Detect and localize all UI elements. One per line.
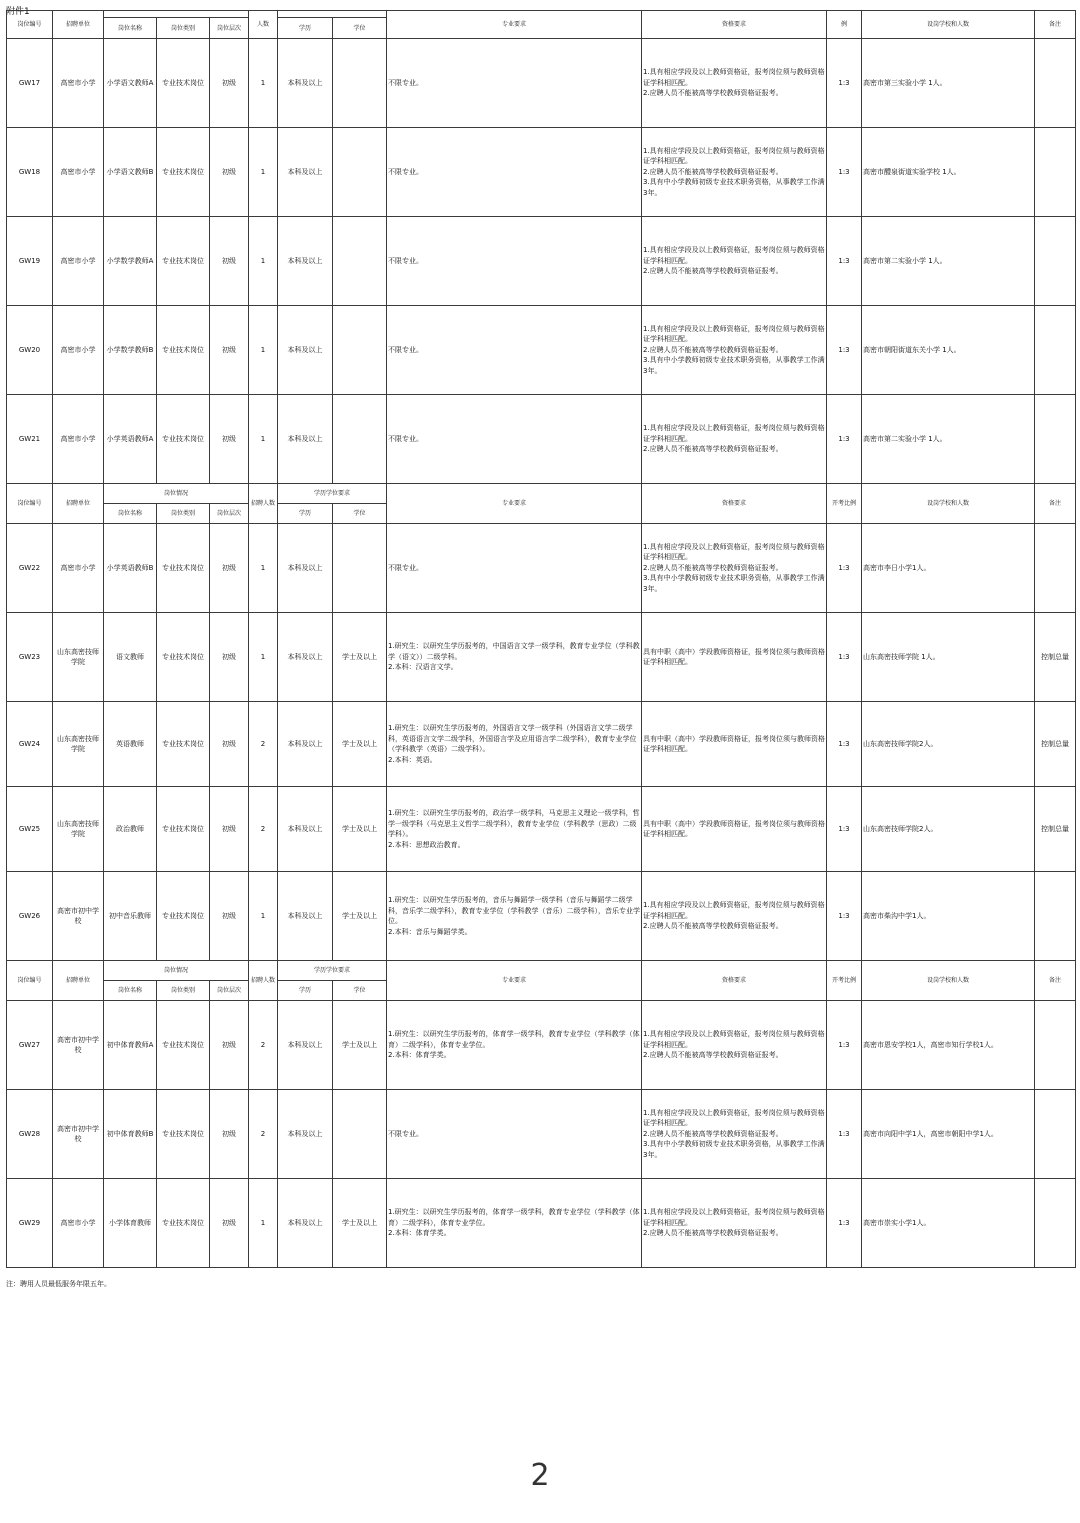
- cell-remark: [1035, 395, 1076, 484]
- header-post-level: 岗位层次: [210, 504, 249, 524]
- cell-unit: 山东高密技师学院: [53, 702, 104, 787]
- header-remark: 备注: [1035, 484, 1076, 524]
- header-remark: 备注: [1035, 11, 1076, 39]
- cell-post-type: 专业技术岗位: [157, 613, 210, 702]
- footnote: 注：聘用人员最低服务年限五年。: [6, 1280, 111, 1288]
- cell-qualification: 具有中职（高中）学段教师资格证，报考岗位须与教师资格证学科相匹配。: [642, 787, 827, 872]
- cell-education: 本科及以上: [278, 1179, 333, 1268]
- cell-post-name: 政治教师: [104, 787, 157, 872]
- header-degree: 学位: [333, 504, 387, 524]
- cell-post-id: GW22: [7, 524, 53, 613]
- cell-count: 2: [249, 787, 278, 872]
- cell-remark: [1035, 217, 1076, 306]
- cell-remark: [1035, 1001, 1076, 1090]
- cell-education: 本科及以上: [278, 39, 333, 128]
- header-major: 专业要求: [387, 11, 642, 39]
- cell-ratio: 1:3: [827, 128, 862, 217]
- cell-major: 不限专业。: [387, 395, 642, 484]
- cell-degree: [333, 39, 387, 128]
- cell-degree: 学士及以上: [333, 787, 387, 872]
- header-post-name: 岗位名称: [104, 18, 157, 39]
- cell-unit: 山东高密技师学院: [53, 613, 104, 702]
- cell-degree: 学士及以上: [333, 613, 387, 702]
- cell-degree: [333, 306, 387, 395]
- header-row: [7, 484, 1076, 504]
- header-qual: 资格要求: [642, 961, 827, 1001]
- cell-count: 1: [249, 128, 278, 217]
- cell-post-level: 初级: [210, 306, 249, 395]
- header-edu: 学历: [278, 18, 333, 39]
- cell-degree: [333, 217, 387, 306]
- header-post-type: 岗位类别: [157, 504, 210, 524]
- cell-ratio: 1:3: [827, 613, 862, 702]
- cell-post-level: 初级: [210, 39, 249, 128]
- header-school: 设岗学校和人数: [862, 961, 1035, 1001]
- header-post-name: 岗位名称: [104, 504, 157, 524]
- header-qual: 资格要求: [642, 11, 827, 39]
- cell-school: 山东高密技师学院2人。: [862, 787, 1035, 872]
- cell-unit: 高密市小学: [53, 39, 104, 128]
- cell-remark: 控制总量: [1035, 702, 1076, 787]
- header-unit: 招聘单位: [53, 961, 104, 1001]
- cell-post-name: 小学语文教师A: [104, 39, 157, 128]
- header-count: 招聘人数: [249, 961, 278, 1001]
- header-count: 招聘人数: [249, 484, 278, 524]
- header-major: 专业要求: [387, 961, 642, 1001]
- cell-post-name: 小学语文教师B: [104, 128, 157, 217]
- cell-remark: 控制总量: [1035, 613, 1076, 702]
- cell-qualification: 1.具有相应学段及以上教师资格证，报考岗位须与教师资格证学科相匹配。 2.应聘人员不能被高等学校教师资格证报考。: [642, 395, 827, 484]
- cell-education: 本科及以上: [278, 787, 333, 872]
- table-row: [7, 702, 1076, 787]
- cell-ratio: 1:3: [827, 787, 862, 872]
- cell-degree: 学士及以上: [333, 872, 387, 961]
- cell-major: 不限专业。: [387, 1090, 642, 1179]
- cell-school: 高密市醴泉街道实验学校 1人。: [862, 128, 1035, 217]
- cell-count: 2: [249, 1001, 278, 1090]
- cell-education: 本科及以上: [278, 128, 333, 217]
- cell-school: 高密市第二实验小学 1人。: [862, 395, 1035, 484]
- table-row: [7, 872, 1076, 961]
- cell-post-id: GW26: [7, 872, 53, 961]
- cell-degree: 学士及以上: [333, 1001, 387, 1090]
- cell-post-id: GW29: [7, 1179, 53, 1268]
- cell-unit: 高密市小学: [53, 524, 104, 613]
- cell-post-type: 专业技术岗位: [157, 702, 210, 787]
- table-row: [7, 1001, 1076, 1090]
- cell-education: 本科及以上: [278, 306, 333, 395]
- header-edu: 学历: [278, 504, 333, 524]
- cell-unit: 高密市小学: [53, 217, 104, 306]
- cell-post-level: 初级: [210, 524, 249, 613]
- cell-ratio: 1:3: [827, 1179, 862, 1268]
- table-row: [7, 306, 1076, 395]
- cell-post-level: 初级: [210, 217, 249, 306]
- cell-post-name: 英语教师: [104, 702, 157, 787]
- header-ratio: 开考比例: [827, 484, 862, 524]
- header-row-top: [7, 11, 1076, 18]
- cell-ratio: 1:3: [827, 217, 862, 306]
- cell-school: 高密市崇实小学1人。: [862, 1179, 1035, 1268]
- table-row: [7, 39, 1076, 128]
- cell-post-id: GW17: [7, 39, 53, 128]
- cell-count: 1: [249, 1179, 278, 1268]
- cell-count: 2: [249, 702, 278, 787]
- cell-major: 不限专业。: [387, 39, 642, 128]
- cell-major: 1.研究生：以研究生学历报考的，体育学一级学科，教育专业学位（学科教学（体育）二级学科），体育专业学位。 2.本科：体育学类。: [387, 1001, 642, 1090]
- cell-school: 高密市第二实验小学 1人。: [862, 217, 1035, 306]
- cell-school: 高密市柴沟中学1人。: [862, 872, 1035, 961]
- cell-qualification: 1.具有相应学段及以上教师资格证，报考岗位须与教师资格证学科相匹配。 2.应聘人员不能被高等学校教师资格证报考。: [642, 872, 827, 961]
- cell-unit: 高密市小学: [53, 128, 104, 217]
- cell-education: 本科及以上: [278, 1001, 333, 1090]
- cell-post-level: 初级: [210, 395, 249, 484]
- cell-school: 山东高密技师学院 1人。: [862, 613, 1035, 702]
- cell-school: 高密市朝阳街道东关小学 1人。: [862, 306, 1035, 395]
- header-row: [7, 961, 1076, 981]
- header-group-edu: 学历学位要求: [278, 484, 387, 504]
- cell-ratio: 1:3: [827, 395, 862, 484]
- header-ratio: 开考比例: [827, 961, 862, 1001]
- cell-degree: [333, 524, 387, 613]
- cell-post-type: 专业技术岗位: [157, 872, 210, 961]
- cell-qualification: 1.具有相应学段及以上教师资格证，报考岗位须与教师资格证学科相匹配。 2.应聘人员不能被高等学校教师资格证报考。 3.具有中小学教师初级专业技术职务资格，从事教学工作满3年。: [642, 524, 827, 613]
- table-row: [7, 128, 1076, 217]
- cell-major: 1.研究生：以研究生学历报考的，外国语言文学一级学科（外国语言文学二级学科，英语语言文学二级学科，外国语言学及应用语言学二级学科），教育专业学位（学科教学（英语）二级学科）。 2.本科：英语。: [387, 702, 642, 787]
- cell-post-type: 专业技术岗位: [157, 306, 210, 395]
- cell-remark: [1035, 872, 1076, 961]
- header-group-edu: [278, 11, 387, 18]
- header-group-edu: 学历学位要求: [278, 961, 387, 981]
- cell-count: 1: [249, 613, 278, 702]
- cell-post-name: 小学数学教师A: [104, 217, 157, 306]
- cell-school: 高密市李日小学1人。: [862, 524, 1035, 613]
- cell-post-name: 初中音乐教师: [104, 872, 157, 961]
- cell-post-name: 初中体育教师B: [104, 1090, 157, 1179]
- cell-degree: [333, 128, 387, 217]
- cell-post-type: 专业技术岗位: [157, 787, 210, 872]
- cell-post-type: 专业技术岗位: [157, 1179, 210, 1268]
- cell-count: 1: [249, 217, 278, 306]
- header-school: 设岗学校和人数: [862, 11, 1035, 39]
- cell-unit: 高密市初中学校: [53, 872, 104, 961]
- header-count: 人数: [249, 11, 278, 39]
- cell-post-level: 初级: [210, 1001, 249, 1090]
- header-ratio: 例: [827, 11, 862, 39]
- cell-post-type: 专业技术岗位: [157, 395, 210, 484]
- cell-count: 1: [249, 306, 278, 395]
- cell-major: 不限专业。: [387, 128, 642, 217]
- cell-degree: 学士及以上: [333, 702, 387, 787]
- cell-post-id: GW21: [7, 395, 53, 484]
- cell-education: 本科及以上: [278, 1090, 333, 1179]
- cell-major: 1.研究生：以研究生学历报考的，政治学一级学科，马克思主义理论一级学科，哲学一级学科（马克思主义哲学二级学科），教育专业学位（学科教学（思政）二级学科）。 2.本科：思想政治教育。: [387, 787, 642, 872]
- header-group-post: 岗位情况: [104, 484, 249, 504]
- annex-label: 附件1: [6, 7, 30, 17]
- cell-qualification: 具有中职（高中）学段教师资格证，报考岗位须与教师资格证学科相匹配。: [642, 613, 827, 702]
- cell-education: 本科及以上: [278, 395, 333, 484]
- cell-school: 高密市第三实验小学 1人。: [862, 39, 1035, 128]
- cell-education: 本科及以上: [278, 217, 333, 306]
- cell-post-level: 初级: [210, 787, 249, 872]
- cell-ratio: 1:3: [827, 39, 862, 128]
- header-post-level: 岗位层次: [210, 18, 249, 39]
- cell-remark: [1035, 306, 1076, 395]
- cell-ratio: 1:3: [827, 702, 862, 787]
- header-degree: 学位: [333, 18, 387, 39]
- table-row: [7, 395, 1076, 484]
- cell-ratio: 1:3: [827, 524, 862, 613]
- cell-count: 1: [249, 872, 278, 961]
- cell-remark: [1035, 1179, 1076, 1268]
- cell-unit: 高密市小学: [53, 1179, 104, 1268]
- cell-education: 本科及以上: [278, 702, 333, 787]
- cell-degree: [333, 395, 387, 484]
- cell-major: 不限专业。: [387, 306, 642, 395]
- cell-post-id: GW20: [7, 306, 53, 395]
- table-row: [7, 787, 1076, 872]
- cell-major: 1.研究生：以研究生学历报考的，中国语言文学一级学科，教育专业学位（学科教学（语文））二级学科。 2.本科：汉语言文学。: [387, 613, 642, 702]
- cell-post-name: 小学体育教师: [104, 1179, 157, 1268]
- cell-qualification: 1.具有相应学段及以上教师资格证，报考岗位须与教师资格证学科相匹配。 2.应聘人员不能被高等学校教师资格证报考。 3.具有中小学教师初级专业技术职务资格，从事教学工作满3年。: [642, 306, 827, 395]
- cell-unit: 高密市初中学校: [53, 1001, 104, 1090]
- header-id: 岗位编号: [7, 11, 53, 39]
- cell-qualification: 具有中职（高中）学段教师资格证，报考岗位须与教师资格证学科相匹配。: [642, 702, 827, 787]
- cell-post-id: GW28: [7, 1090, 53, 1179]
- cell-qualification: 1.具有相应学段及以上教师资格证，报考岗位须与教师资格证学科相匹配。 2.应聘人员不能被高等学校教师资格证报考。: [642, 217, 827, 306]
- cell-ratio: 1:3: [827, 1090, 862, 1179]
- cell-post-name: 小学数学教师B: [104, 306, 157, 395]
- header-major: 专业要求: [387, 484, 642, 524]
- table-row: [7, 1090, 1076, 1179]
- header-remark: 备注: [1035, 961, 1076, 1001]
- header-id: 岗位编号: [7, 961, 53, 1001]
- cell-post-id: GW18: [7, 128, 53, 217]
- cell-ratio: 1:3: [827, 306, 862, 395]
- cell-education: 本科及以上: [278, 613, 333, 702]
- cell-post-level: 初级: [210, 872, 249, 961]
- page-number: 2: [530, 1458, 550, 1493]
- cell-count: 1: [249, 39, 278, 128]
- cell-post-level: 初级: [210, 1179, 249, 1268]
- cell-remark: [1035, 1090, 1076, 1179]
- cell-remark: 控制总量: [1035, 787, 1076, 872]
- cell-qualification: 1.具有相应学段及以上教师资格证，报考岗位须与教师资格证学科相匹配。 2.应聘人员不能被高等学校教师资格证报考。 3.具有中小学教师初级专业技术职务资格，从事教学工作满3年。: [642, 128, 827, 217]
- cell-school: 高密市向阳中学1人，高密市朝阳中学1人。: [862, 1090, 1035, 1179]
- header-unit: 招聘单位: [53, 484, 104, 524]
- cell-unit: 高密市小学: [53, 306, 104, 395]
- cell-post-id: GW27: [7, 1001, 53, 1090]
- cell-post-type: 专业技术岗位: [157, 524, 210, 613]
- job-table: [6, 10, 1076, 1268]
- cell-school: 山东高密技师学院2人。: [862, 702, 1035, 787]
- cell-major: 1.研究生：以研究生学历报考的，体育学一级学科，教育专业学位（学科教学（体育）二级学科），体育专业学位。 2.本科：体育学类。: [387, 1179, 642, 1268]
- table-row: [7, 1179, 1076, 1268]
- cell-major: 1.研究生：以研究生学历报考的，音乐与舞蹈学一级学科（音乐与舞蹈学二级学科，音乐学二级学科），教育专业学位（学科教学（音乐）二级学科），音乐专业学位。 2.本科：音乐与舞蹈学类。: [387, 872, 642, 961]
- cell-education: 本科及以上: [278, 524, 333, 613]
- cell-count: 1: [249, 524, 278, 613]
- cell-qualification: 1.具有相应学段及以上教师资格证，报考岗位须与教师资格证学科相匹配。 2.应聘人员不能被高等学校教师资格证报考。: [642, 1001, 827, 1090]
- cell-degree: 学士及以上: [333, 1179, 387, 1268]
- header-post-name: 岗位名称: [104, 981, 157, 1001]
- cell-post-level: 初级: [210, 702, 249, 787]
- cell-post-name: 初中体育教师A: [104, 1001, 157, 1090]
- cell-unit: 高密市小学: [53, 395, 104, 484]
- cell-post-name: 小学英语教师B: [104, 524, 157, 613]
- table-row: [7, 217, 1076, 306]
- header-id: 岗位编号: [7, 484, 53, 524]
- cell-school: 高密市恩安学校1人，高密市知行学校1人。: [862, 1001, 1035, 1090]
- cell-post-type: 专业技术岗位: [157, 1001, 210, 1090]
- cell-qualification: 1.具有相应学段及以上教师资格证，报考岗位须与教师资格证学科相匹配。 2.应聘人员不能被高等学校教师资格证报考。: [642, 39, 827, 128]
- job-table-body: [7, 11, 1076, 1268]
- header-school: 设岗学校和人数: [862, 484, 1035, 524]
- table-row: [7, 613, 1076, 702]
- cell-post-id: GW23: [7, 613, 53, 702]
- cell-post-type: 专业技术岗位: [157, 39, 210, 128]
- header-post-type: 岗位类别: [157, 981, 210, 1001]
- cell-post-id: GW25: [7, 787, 53, 872]
- cell-remark: [1035, 128, 1076, 217]
- header-group-post: 岗位情况: [104, 961, 249, 981]
- cell-post-type: 专业技术岗位: [157, 1090, 210, 1179]
- header-post-level: 岗位层次: [210, 981, 249, 1001]
- cell-qualification: 1.具有相应学段及以上教师资格证，报考岗位须与教师资格证学科相匹配。 2.应聘人员不能被高等学校教师资格证报考。: [642, 1179, 827, 1268]
- cell-count: 2: [249, 1090, 278, 1179]
- cell-post-type: 专业技术岗位: [157, 128, 210, 217]
- cell-major: 不限专业。: [387, 217, 642, 306]
- cell-major: 不限专业。: [387, 524, 642, 613]
- header-post-type: 岗位类别: [157, 18, 210, 39]
- cell-unit: 高密市初中学校: [53, 1090, 104, 1179]
- cell-remark: [1035, 524, 1076, 613]
- cell-post-level: 初级: [210, 128, 249, 217]
- cell-post-level: 初级: [210, 613, 249, 702]
- cell-ratio: 1:3: [827, 1001, 862, 1090]
- header-unit: 招聘单位: [53, 11, 104, 39]
- cell-education: 本科及以上: [278, 872, 333, 961]
- cell-degree: [333, 1090, 387, 1179]
- header-edu: 学历: [278, 981, 333, 1001]
- cell-post-id: GW19: [7, 217, 53, 306]
- cell-ratio: 1:3: [827, 872, 862, 961]
- cell-post-name: 小学英语教师A: [104, 395, 157, 484]
- cell-post-level: 初级: [210, 1090, 249, 1179]
- cell-qualification: 1.具有相应学段及以上教师资格证，报考岗位须与教师资格证学科相匹配。 2.应聘人员不能被高等学校教师资格证报考。 3.具有中小学教师初级专业技术职务资格，从事教学工作满3年。: [642, 1090, 827, 1179]
- cell-unit: 山东高密技师学院: [53, 787, 104, 872]
- cell-count: 1: [249, 395, 278, 484]
- cell-remark: [1035, 39, 1076, 128]
- cell-post-name: 语文教师: [104, 613, 157, 702]
- cell-post-type: 专业技术岗位: [157, 217, 210, 306]
- table-row: [7, 524, 1076, 613]
- header-degree: 学位: [333, 981, 387, 1001]
- header-group-post: [104, 11, 249, 18]
- header-qual: 资格要求: [642, 484, 827, 524]
- cell-post-id: GW24: [7, 702, 53, 787]
